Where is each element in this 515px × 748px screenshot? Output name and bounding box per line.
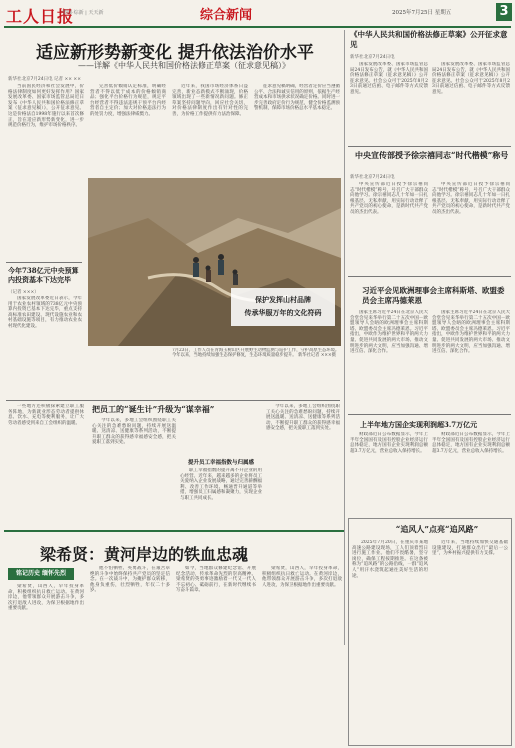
masthead-rule <box>4 26 511 28</box>
mid-right-body: 今年以来，多地工会组织围绕职工关心关注的急难愁盼问题，持续开展送温暖、送清凉、送健康等系列活动，不断提升职工群众的获得感幸福感安全感，把关爱职工落到实处。 <box>266 404 340 432</box>
newspaper-logo: 工人日报 <box>6 7 75 26</box>
divider <box>348 276 511 277</box>
photo-credit: 新华社记者 ×××摄 <box>297 353 336 359</box>
photo-caption: 7月23日，工作人员在青海玉树山区开展野生动物监测与巡护工作，守护高原生态环境。今年以来，当地持续加强生态保护修复，生态环境质量稳步提升。 新华社记者 ×××摄 <box>172 348 340 359</box>
lead-byline: 新华社北京7月24日电 记者 ×× ×× <box>8 77 81 82</box>
feature-column-2: 他不怕牺牲、英勇战斗，在艰苦卓绝的斗争中始终保持共产党员的坚定信念。在一次战斗中，为掩护群众转移，他身负重伤，壮烈牺牲，年仅二十多岁。 <box>90 566 170 594</box>
divider <box>6 400 340 401</box>
rural-headline: 今年738亿元中央预算内投资基本下达完毕 <box>8 266 79 284</box>
feature-column-1: 梁希贤，山西人，早年投身革命，积极组织抗日救亡运动。在黄河岸边，他带领群众开展游击斗争，多次打退敌人进攻，为保卫根据地作出重要贡献。 <box>8 584 84 612</box>
right-low-headline: 习近平会见欧洲理事会主席科斯塔、欧盟委员会主席冯德莱恩 <box>362 286 505 305</box>
right-top-body-1: 国家发展改革委、国家市场监管总局24日发布公告，就《中华人民共和国价格法修正草案（征求意见稿）》公开征求意见。社会公众可于2025年8月23日前通过信函、电子邮件等方式反馈意见。 <box>350 62 428 95</box>
right-low-body-1: 国家主席习近平24日在北京人民大会堂会见来华举行第二十五次中国－欧盟领导人会晤的欧洲理事会主席科斯塔、欧盟委员会主席冯德莱恩。习近平指出，中欧作为维护世界和平的两大力量、促进共同发展的两大市场、推动文明进步的两大文明，应当加强沟通、增进互信、深化合作。 <box>350 310 428 355</box>
column-divider <box>344 30 345 645</box>
mid-center-subhead: 提升员工幸福指数与归属感 <box>187 460 254 466</box>
mid-left-headline: 把员工的“诞生计”升级为“谋幸福” <box>92 404 215 414</box>
feature-column-4: 梁希贤，山西人，早年投身革命，积极组织抗日救亡运动。在黄河岸边，他带领群众开展游击斗争，多次打退敌人进攻，为保卫根据地作出重要贡献。 <box>262 566 342 588</box>
lead-column-4: 征求意见稿明确，经营者定价应当遵循公平、合法和诚实信用的原则，依据生产经营成本和市场供求状况确定价格。同时进一步完善政府定价行为规范，健全价格监测预警机制，保障市场价格总水平基本稳定。 <box>254 84 340 112</box>
right-top-body-2: 国家发展改革委、国家市场监管总局24日发布公告，就《中华人民共和国价格法修正草案（征求意见稿）》公开征求意见。社会公众可于2025年8月23日前通过信函、电子邮件等方式反馈意见。 <box>432 62 510 95</box>
mid-left-column-1: 一些地方还积极探索建立职工服务阵地，为新就业形态劳动者提供休息、饮水、充电等便利服务，让广大劳动者感受到来自工会组织的温暖。 <box>8 404 84 426</box>
masthead <box>0 0 515 26</box>
divider <box>348 414 511 415</box>
road-headline: “追风人”点亮“追风路” <box>395 524 479 534</box>
lead-headline: 适应新形势新变化 提升依法治价水平 <box>36 43 314 63</box>
feature-rule <box>4 530 344 532</box>
mid-left-body: 今年以来，多地工会组织围绕职工关心关注的急难愁盼问题，持续开展送温暖、送清凉、送健康等系列活动，不断提升职工群众的获得感幸福感安全感，把关爱职工落到实处。 <box>92 418 176 446</box>
mid-center-body: 职工幸福指数的提升离不开企业的用心经营。近年来，越来越多的企业将员工关爱纳入企业发展战略，通过完善薪酬福利、改善工作环境、畅通晋升通道等举措，增强员工归属感和凝聚力，实现企业与职工共同成长。 <box>180 468 262 501</box>
lead-column-2: 完善低价倾销认定标准，明确经营者不得以低于成本的价格倾销商品；强化平台价格行为规范，规定平台经营者不得违法违规干预平台内经营者自主定价；加大对价格违法行为的处罚力度，增强法律威慑力。 <box>90 84 166 117</box>
feature-kicker: 铭记历史 缅怀先烈 <box>8 568 74 580</box>
lead-column-3: 近年来，我国市场经济体系日益完善，新业态新模式不断涌现，价格领域出现了一些新情况新问题。修正草案坚持问题导向，回应社会关切，对价格法律制度作出有针对性的完善，为价格工作提供有力法治保障。 <box>172 84 248 117</box>
photo-inset-box <box>231 288 335 326</box>
logo-subtitle: 要闻·综新 | 天天新 <box>62 10 104 16</box>
right-mid-headline: 中央宣传部授予徐宗禧同志“时代楷模”称号 <box>355 150 509 160</box>
rural-byline: （记者 ×××） <box>8 290 39 295</box>
divider <box>348 146 511 147</box>
issue-date: 2025年7月25日 星期五 <box>392 10 452 16</box>
right-top-headline: 《中华人民共和国价格法修正草案》公开征求意见 <box>350 30 508 49</box>
lead-column-1: 当前国民经济和社会发展中，价格法律制度如何更好发挥作用？国家发展改革委、国家市场监管总局近日发布《中华人民共和国价格法修正草案（征求意见稿）》，公开征求意见。这是价格法自1998年施行以来首次修正，旨在适应新形势新变化，进一步规范价格行为，维护市场价格秩序。 <box>8 84 84 129</box>
right-mid-byline: 新华社北京7月24日电 <box>350 175 395 180</box>
soe-profit-headline: 上半年地方国企实现利润超3.7万亿元 <box>360 420 478 429</box>
inset-line-2: 传承华服万年的文化符码 <box>244 308 322 317</box>
right-mid-body-1: 中央宣传部近日授予徐宗禧同志“时代楷模”称号，号召广大干部群众向他学习。徐宗禧同志几十年如一日扎根基层、无私奉献，用实际行动诠释了共产党员的初心使命，是新时代共产党员的杰出代表。 <box>350 182 428 215</box>
feature-headline: 梁希贤：黄河岸边的铁血忠魂 <box>40 545 249 564</box>
rural-body: 国家发展改革委近日表示，今年用于农业农村领域的738亿元中央预算内投资已基本下达完毕，重点支持高标准农田建设、现代设施农业和农村基础设施等项目，有力推动农业农村现代化建设。 <box>8 296 82 329</box>
inset-line-1: 保护发挥山村品牌 <box>255 295 311 304</box>
right-low-body-2: 国家主席习近平24日在北京人民大会堂会见来华举行第二十五次中国－欧盟领导人会晤的欧洲理事会主席科斯塔、欧盟委员会主席冯德莱恩。习近平指出，中欧作为维护世界和平的两大力量、促进共同发展的两大市场、推动文明进步的两大文明，应当加强沟通、增进互信、深化合作。 <box>432 310 510 355</box>
section-title: 综合新闻 <box>200 8 253 23</box>
road-body-1: 2025年7月20日，在重庆市某地高速公路建设现场，工人们顶着烈日进行施工作业。他们不畏酷暑，坚守岗位，确保工程按期推进。在这条被称为“追风路”的公路沿线，一群“追风人”用汗水浇筑起通往美好生活的坦途。 <box>352 540 428 579</box>
divider <box>6 262 82 263</box>
right-mid-body-2: 中央宣传部近日授予徐宗禧同志“时代楷模”称号，号召广大干部群众向他学习。徐宗禧同志几十年如一日扎根基层、无私奉献，用实际行动诠释了共产党员的初心使命，是新时代共产党员的杰出代表。 <box>432 182 510 215</box>
lead-photo <box>88 178 341 346</box>
soe-profit-body-1: 财政部近日公布数据显示，今年上半年全国国有及国有控股企业经济运行总体稳定，地方国有企业实现利润总额超3.7万亿元，营业总收入保持增长。 <box>350 432 428 454</box>
soe-profit-body-2: 财政部近日公布数据显示，今年上半年全国国有及国有控股企业经济运行总体稳定，地方国有企业实现利润总额超3.7万亿元，营业总收入保持增长。 <box>432 432 510 454</box>
feature-column-3: 如今，当地群众修建纪念馆、开展纪念活动，传承革命先烈的崇高精神。梁希贤的英勇事迹激励着一代又一代人不忘初心、砥砺前行，在新时代继续书写奋斗篇章。 <box>176 566 256 594</box>
lead-subhead: ——详解《中华人民共和国价格法修正草案（征求意见稿）》 <box>78 61 290 70</box>
road-body-2: 近年来，当地持续加快交通基础设施建设，打通群众出行“最后一公里”，为乡村振兴提供有力支撑。 <box>432 540 508 557</box>
right-top-byline: 新华社北京7月24日电 <box>350 55 395 60</box>
page-number-badge: 3 <box>496 3 512 21</box>
